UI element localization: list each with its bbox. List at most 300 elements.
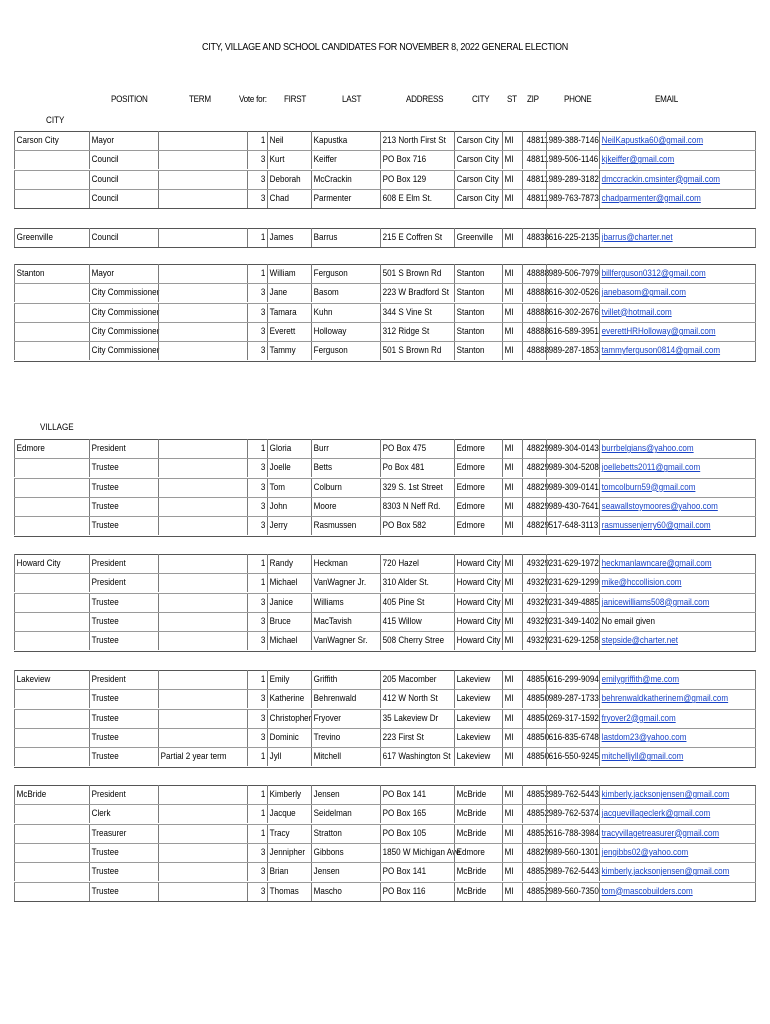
cell-city [454, 554, 502, 573]
cell-text: Lakeview [456, 751, 491, 763]
cell-city [454, 843, 502, 862]
cell-text: Barrus [313, 232, 338, 243]
cell-email[interactable] [599, 439, 756, 458]
cell-text: 3 [260, 325, 266, 337]
cell-phone [546, 170, 599, 189]
cell-email[interactable] [599, 228, 756, 247]
cell-position [89, 631, 158, 650]
cell-term [158, 593, 247, 612]
cell-text: 1 [260, 674, 266, 685]
email-link[interactable]: chadparmenter@gmail.com [601, 192, 701, 204]
cell-text: 1850 W Michigan Ave [382, 846, 461, 858]
cell-address [380, 131, 454, 150]
cell-text: Trustee [91, 615, 119, 627]
email-link[interactable]: emilygriffith@me.com [601, 674, 680, 685]
cell-first [267, 785, 311, 804]
row-divider [14, 804, 756, 805]
cell-text: James [269, 232, 294, 243]
cell-text: Keiffer [313, 154, 337, 166]
cell-text: Neil [269, 135, 284, 146]
cell-text: Carson City [456, 154, 499, 166]
email-link[interactable]: everettHRHolloway@gmail.com [601, 325, 716, 337]
header-email: EMAIL [655, 94, 678, 105]
cell-text: Jerry [269, 520, 288, 532]
cell-jurisdiction [14, 478, 89, 497]
cell-address [380, 728, 454, 747]
cell-text: Treasurer [91, 827, 127, 839]
cell-text: 231-629-1299 [548, 577, 599, 589]
header-zip: ZIP [527, 94, 539, 105]
cell-zip [522, 709, 550, 728]
cell-st [502, 322, 522, 341]
table-row [14, 689, 756, 708]
cell-text: Jensen [313, 789, 340, 800]
cell-last [311, 497, 380, 516]
cell-text: 616-302-0526 [548, 287, 599, 299]
table-row [14, 439, 756, 458]
cell-email[interactable] [599, 478, 756, 497]
cell-phone [546, 728, 599, 747]
email-link[interactable]: tomcolburn59@gmail.com [601, 481, 696, 493]
cell-city [454, 131, 502, 150]
cell-text: Trustee [91, 520, 119, 532]
row-divider [14, 497, 756, 498]
cell-city [454, 283, 502, 302]
cell-vote-for [247, 862, 267, 881]
cell-first [267, 862, 311, 881]
cell-text: Katherine [269, 693, 305, 705]
email-link[interactable]: stepside@charter.net [601, 635, 678, 647]
cell-last [311, 804, 380, 823]
cell-first [267, 150, 311, 169]
cell-address [380, 709, 454, 728]
cell-first [267, 670, 311, 689]
cell-position [89, 322, 158, 341]
cell-jurisdiction [14, 322, 89, 341]
cell-zip [522, 497, 550, 516]
table-row [14, 843, 756, 862]
cell-city [454, 516, 502, 535]
cell-text: Carson City [456, 135, 499, 146]
email-link[interactable]: fryover2@gmail.com [601, 712, 676, 724]
cell-term [158, 747, 247, 766]
cell-address [380, 341, 454, 360]
cell-text: Lakeview [16, 674, 51, 685]
table-row [14, 131, 756, 150]
cell-text: Trustee [91, 596, 119, 608]
row-divider [14, 689, 756, 690]
cell-jurisdiction [14, 689, 89, 708]
email-link[interactable]: tammyferguson0814@gmail.com [601, 345, 721, 357]
cell-last [311, 631, 380, 650]
cell-text: Burr [313, 443, 329, 454]
cell-text: 48888 [526, 287, 550, 299]
cell-text: McBride [456, 885, 487, 897]
cell-vote-for [247, 747, 267, 766]
cell-first [267, 458, 311, 477]
cell-email[interactable] [599, 804, 756, 823]
cell-last [311, 554, 380, 573]
cell-email[interactable] [599, 554, 756, 573]
cell-text: President [91, 558, 126, 569]
cell-text: 48829 [526, 846, 550, 858]
cell-phone [546, 458, 599, 477]
cell-first [267, 322, 311, 341]
cell-text: Clerk [91, 808, 111, 820]
table-row [14, 612, 756, 631]
cell-email[interactable] [599, 689, 756, 708]
cell-text: Council [91, 154, 119, 166]
cell-text: 35 Lakeview Dr [382, 712, 439, 724]
cell-email[interactable] [599, 747, 756, 766]
row-divider [14, 341, 756, 342]
cell-position [89, 593, 158, 612]
cell-zip [522, 593, 550, 612]
cell-text: Michael [269, 635, 298, 647]
email-link[interactable]: mitchelljyll@gmail.com [601, 751, 684, 763]
cell-city [454, 228, 502, 247]
cell-zip [522, 689, 550, 708]
cell-text: 617 Washington St [382, 751, 451, 763]
cell-email[interactable] [599, 516, 756, 535]
cell-phone [546, 573, 599, 592]
cell-city [454, 631, 502, 650]
cell-first [267, 341, 311, 360]
cell-jurisdiction [14, 228, 89, 247]
cell-text: Trustee [91, 500, 119, 512]
cell-text: 1 [260, 827, 266, 839]
table-row [14, 573, 756, 592]
cell-email[interactable] [599, 862, 756, 881]
cell-address [380, 322, 454, 341]
cell-term [158, 862, 247, 881]
cell-text: 48829 [526, 500, 550, 512]
cell-zip [522, 785, 550, 804]
cell-text: 3 [260, 693, 266, 705]
cell-address [380, 439, 454, 458]
cell-text: President [91, 443, 126, 454]
cell-text: Carson City [456, 192, 499, 204]
email-link[interactable]: lastdom23@yahoo.com [601, 731, 687, 743]
cell-zip [522, 862, 550, 881]
cell-email[interactable] [599, 341, 756, 360]
email-link[interactable]: jengibbs02@yahoo.com [601, 846, 689, 858]
email-link[interactable]: rasmussenjerry60@gmail.com [601, 520, 711, 532]
email-link[interactable]: jacquevillageclerk@gmail.com [601, 808, 711, 820]
cell-text: Edmore [456, 500, 485, 512]
cell-text: 48850 [526, 751, 550, 763]
cell-text: 48811 [526, 173, 549, 185]
cell-email[interactable] [599, 497, 756, 516]
cell-zip [522, 228, 550, 247]
cell-phone [546, 478, 599, 497]
cell-city [454, 728, 502, 747]
cell-text: 49329 [526, 577, 550, 589]
cell-vote-for [247, 497, 267, 516]
cell-phone [546, 593, 599, 612]
cell-term [158, 283, 247, 302]
cell-email[interactable] [599, 882, 756, 901]
cell-zip [522, 670, 550, 689]
header-address: ADDRESS [406, 94, 444, 105]
cell-position [89, 516, 158, 535]
cell-text: Jacque [269, 808, 296, 820]
email-link[interactable]: NeilKapustka60@gmail.com [601, 135, 704, 146]
cell-jurisdiction [14, 862, 89, 881]
cell-zip [522, 612, 550, 631]
cell-jurisdiction [14, 804, 89, 823]
cell-text: MI [504, 325, 514, 337]
table-row [14, 785, 756, 804]
cell-term [158, 264, 247, 283]
cell-last [311, 264, 380, 283]
cell-phone [546, 189, 599, 208]
cell-text: Mascho [313, 885, 342, 897]
cell-jurisdiction [14, 497, 89, 516]
cell-email[interactable] [599, 843, 756, 862]
cell-st [502, 882, 522, 901]
cell-first [267, 573, 311, 592]
cell-text: 3 [260, 866, 266, 878]
cell-last [311, 322, 380, 341]
email-link[interactable]: janebasom@gmail.com [601, 287, 687, 299]
cell-st [502, 283, 522, 302]
cell-position [89, 747, 158, 766]
cell-text: Trustee [91, 635, 119, 647]
cell-first [267, 228, 311, 247]
cell-text: 989-287-1853 [548, 345, 599, 357]
cell-text: 989-287-1733 [548, 693, 599, 705]
email-link[interactable]: tom@mascobuilders.com [601, 885, 693, 897]
cell-text: 48850 [526, 693, 550, 705]
cell-email[interactable] [599, 131, 756, 150]
cell-term [158, 882, 247, 901]
section-village-label: VILLAGE [40, 422, 74, 433]
cell-city [454, 709, 502, 728]
cell-first [267, 728, 311, 747]
cell-text: 49329 [526, 558, 550, 569]
cell-vote-for [247, 150, 267, 169]
cell-address [380, 843, 461, 862]
cell-text: MI [504, 462, 514, 474]
cell-text: Stanton [456, 325, 485, 337]
row-divider [14, 843, 756, 844]
cell-text: Moore [313, 500, 337, 512]
email-link[interactable]: mike@hccollision.com [601, 577, 682, 589]
cell-text: VanWagner Jr. [313, 577, 367, 589]
cell-address [380, 670, 454, 689]
cell-email[interactable] [599, 824, 756, 843]
cell-last [311, 843, 380, 862]
cell-text: 989-763-7873 [548, 192, 599, 204]
cell-st [502, 458, 522, 477]
cell-text: MI [504, 520, 514, 532]
cell-phone [546, 631, 599, 650]
cell-email[interactable] [599, 322, 756, 341]
cell-city [454, 303, 502, 322]
cell-text: 517-648-3113 [548, 520, 599, 532]
cell-text: 269-317-1592 [548, 712, 599, 724]
cell-last [311, 341, 380, 360]
cell-email[interactable] [599, 631, 756, 650]
cell-first [267, 439, 311, 458]
cell-position [89, 150, 158, 169]
cell-jurisdiction [14, 785, 89, 804]
email-link[interactable]: burrbelgians@yahoo.com [601, 443, 694, 454]
cell-email[interactable] [599, 670, 756, 689]
cell-address [380, 573, 454, 592]
cell-city [454, 612, 502, 631]
cell-st [502, 593, 522, 612]
header-position: POSITION [111, 94, 148, 105]
cell-email[interactable] [599, 785, 756, 804]
cell-text: Greenville [16, 232, 53, 243]
cell-text: 1 [260, 808, 266, 820]
row-divider [14, 150, 756, 151]
cell-text: MI [504, 443, 514, 454]
cell-text: City Commissioner [91, 325, 160, 337]
cell-zip [522, 458, 550, 477]
cell-text: Stanton [456, 287, 485, 299]
email-link: No email given [601, 615, 655, 627]
cell-text: MI [504, 192, 514, 204]
cell-text: Thomas [269, 885, 299, 897]
cell-email[interactable] [599, 573, 756, 592]
cell-text: 989-762-5443 [548, 789, 599, 800]
cell-position [89, 804, 158, 823]
cell-last [311, 283, 380, 302]
cell-address [380, 824, 454, 843]
cell-email[interactable] [599, 283, 756, 302]
row-divider [14, 593, 756, 594]
cell-text: John [269, 500, 288, 512]
header-st: ST [507, 94, 517, 105]
cell-email[interactable] [599, 150, 756, 169]
email-link[interactable]: joellebetts2011@gmail.com [601, 462, 701, 474]
cell-text: 1 [260, 577, 266, 589]
cell-text: PO Box 475 [382, 443, 427, 454]
cell-text: PO Box 141 [382, 866, 427, 878]
cell-last [311, 303, 380, 322]
cell-address [380, 150, 454, 169]
row-divider [14, 573, 756, 574]
cell-text: Williams [313, 596, 344, 608]
cell-text: 3 [260, 635, 266, 647]
email-link[interactable]: kimberly.jacksonjensen@gmail.com [601, 789, 730, 800]
cell-vote-for [247, 516, 267, 535]
cell-city [454, 804, 502, 823]
cell-email[interactable] [599, 303, 756, 322]
cell-jurisdiction [14, 612, 89, 631]
cell-email[interactable] [599, 189, 756, 208]
table-row [14, 322, 756, 341]
cell-term [158, 843, 247, 862]
cell-text: 223 W Bradford St [382, 287, 449, 299]
cell-text: 48850 [526, 731, 550, 743]
cell-text: City Commissioner [91, 345, 160, 357]
email-link[interactable]: tvillet@hotmail.com [601, 306, 672, 318]
header-last: LAST [342, 94, 362, 105]
cell-text: Colburn [313, 481, 342, 493]
row-divider [14, 612, 756, 613]
table-row [14, 478, 756, 497]
email-link[interactable]: janicewilliams508@gmail.com [601, 596, 710, 608]
row-divider [14, 882, 756, 883]
cell-address [380, 612, 454, 631]
email-link[interactable]: heckmanlawncare@gmail.com [601, 558, 712, 569]
email-link[interactable]: kjkeiffer@gmail.com [601, 154, 675, 166]
table-row [14, 804, 756, 823]
cell-text: Trustee [91, 751, 119, 763]
email-link[interactable]: dmccrackin.cmsinter@gmail.com [601, 173, 721, 185]
cell-vote-for [247, 228, 267, 247]
cell-phone [546, 228, 599, 247]
cell-email[interactable] [599, 728, 756, 747]
cell-email[interactable] [599, 264, 756, 283]
email-link[interactable]: behrenwaldkatherinem@gmail.com [601, 693, 729, 705]
cell-text: 213 North First St [382, 135, 446, 146]
cell-text: Stanton [456, 345, 485, 357]
cell-text: 989-289-3182 [548, 173, 599, 185]
email-link[interactable]: kimberly.jacksonjensen@gmail.com [601, 866, 730, 878]
cell-text: Seidelman [313, 808, 352, 820]
cell-text: MacTavish [313, 615, 352, 627]
cell-st [502, 785, 522, 804]
cell-term [158, 516, 247, 535]
cell-email[interactable] [599, 709, 756, 728]
cell-text: 1 [260, 268, 266, 279]
cell-text: 48888 [526, 306, 550, 318]
cell-position [89, 303, 158, 322]
cell-text: 412 W North St [382, 693, 438, 705]
cell-email[interactable] [599, 458, 756, 477]
cell-phone [546, 824, 599, 843]
cell-vote-for [247, 670, 267, 689]
cell-email[interactable] [599, 593, 756, 612]
cell-last [311, 593, 380, 612]
cell-zip [522, 150, 549, 169]
cell-vote-for [247, 728, 267, 747]
cell-text: 3 [260, 462, 266, 474]
cell-text: 231-629-1258 [548, 635, 599, 647]
cell-text: 3 [260, 731, 266, 743]
cell-text: Howard City [456, 577, 501, 589]
cell-email[interactable] [599, 170, 756, 189]
cell-text: Everett [269, 325, 296, 337]
cell-city [454, 264, 502, 283]
email-link[interactable]: seawallstoymoores@yahoo.com [601, 500, 718, 512]
cell-term [158, 341, 247, 360]
header-first: FIRST [284, 94, 307, 105]
row-divider [14, 283, 756, 284]
cell-text: 405 Pine St [382, 596, 425, 608]
email-link[interactable]: billferguson0312@gmail.com [601, 268, 706, 279]
cell-text: Deborah [269, 173, 301, 185]
cell-text: 608 E Elm St. [382, 192, 432, 204]
cell-st [502, 497, 522, 516]
cell-text: 720 Hazel [382, 558, 419, 569]
cell-text: Tracy [269, 827, 290, 839]
cell-text: 989-304-0143 [548, 443, 599, 454]
cell-text: Carson City [16, 135, 59, 146]
email-link[interactable]: jbarrus@charter.net [601, 232, 673, 243]
cell-vote-for [247, 303, 267, 322]
cell-text: 1 [260, 558, 266, 569]
cell-text: 616-299-9094 [548, 674, 599, 685]
email-link[interactable]: tracyvillagetreasurer@gmail.com [601, 827, 720, 839]
cell-text: 49329 [526, 635, 550, 647]
cell-jurisdiction [14, 516, 89, 535]
